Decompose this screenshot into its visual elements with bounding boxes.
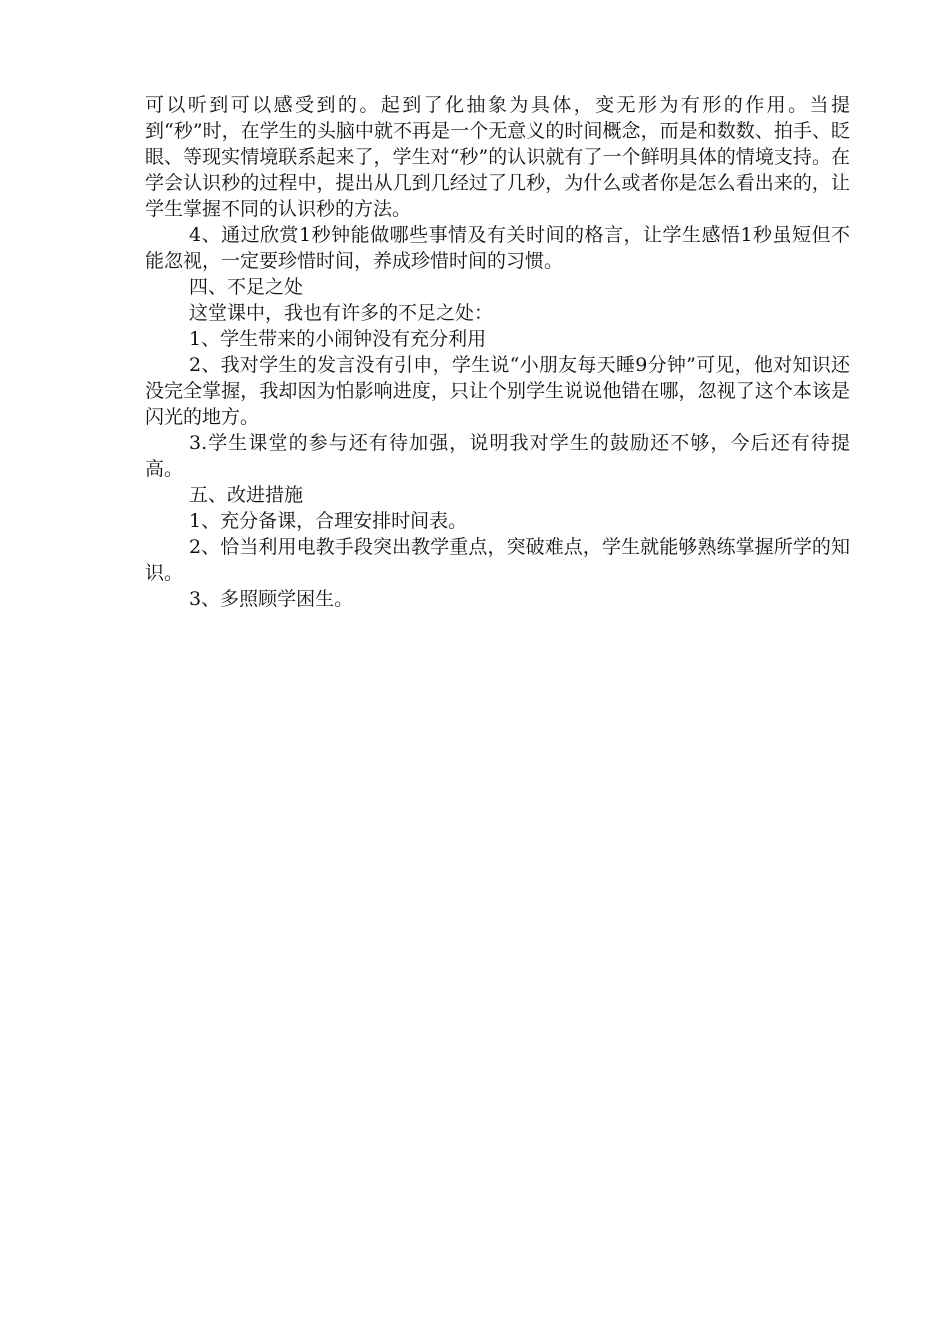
list-item-shortcoming-1: 1、学生带来的小闹钟没有充分利用 [189, 328, 487, 350]
paragraph-item-4: 4、通过欣赏1秒钟能做哪些事情及有关时间的格言，让学生感悟1秒虽短但不能忽视，一定要珍惜时间，养成珍惜时间的习惯。 [145, 224, 850, 272]
section-heading-improvements: 五、改进措施 [189, 484, 304, 506]
list-item-shortcoming-2: 2、我对学生的发言没有引申，学生说“小朋友每天睡9分钟”可见，他对知识还没完全掌握，我却因为怕影响进度，只让个别学生说说他错在哪，忽视了这个本该是闪光的地方。 [145, 354, 850, 428]
section-heading-shortcomings: 四、不足之处 [189, 276, 304, 298]
list-item-improvement-2: 2、恰当利用电教手段突出教学重点，突破难点，学生就能够熟练掌握所学的知识。 [145, 536, 850, 584]
list-item-improvement-3: 3、多照顾学困生。 [189, 588, 354, 610]
list-item-improvement-1: 1、充分备课，合理安排时间表。 [189, 510, 468, 532]
document-body [145, 92, 850, 612]
paragraph-shortcomings-intro: 这堂课中，我也有许多的不足之处： [189, 302, 494, 324]
list-item-shortcoming-3: 3.学生课堂的参与还有待加强，说明我对学生的鼓励还不够，今后还有待提高。 [145, 432, 850, 480]
paragraph-continuation: 可以听到可以感受到的。起到了化抽象为具体，变无形为有形的作用。当提到“秒”时，在学生的头脑中就不再是一个无意义的时间概念，而是和数数、拍手、眨眼、等现实情境联系起来了，学生对“秒”的认识就有了一个鲜明具体的情境支持。在学会认识秒的过程中，提出从几到几经过了几秒，为什么或者你是怎么看出来的，让学生掌握不同的认识秒的方法。 [145, 94, 850, 220]
